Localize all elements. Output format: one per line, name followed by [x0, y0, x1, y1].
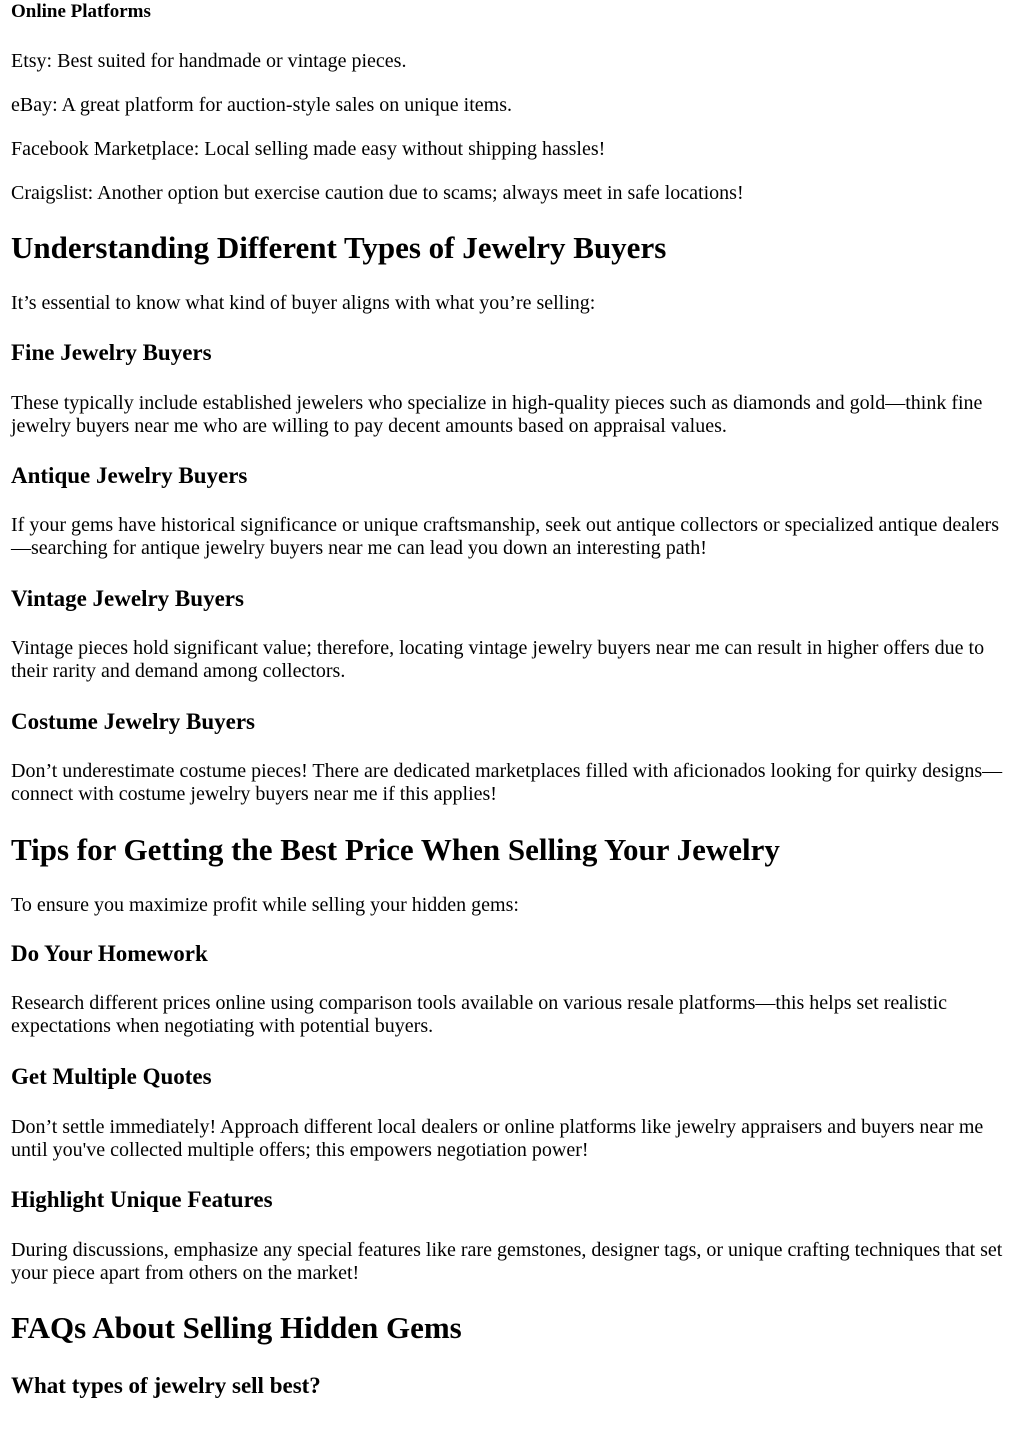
- faq-section-heading: FAQs About Selling Hidden Gems: [11, 1310, 462, 1345]
- highlight-unique-features-text: During discussions, emphasize any special features like rare gemstones, designer tags, or unique crafting techniques that set your piece apart from others on the market!: [11, 1239, 1003, 1284]
- faq-question-heading: What types of jewelry sell best?: [11, 1373, 321, 1398]
- get-multiple-quotes-text: Don’t settle immediately! Approach different local dealers or online platforms like jewelry appraisers and buyers near me until you've collected multiple offers; this empowers negotiation power!: [11, 1116, 984, 1161]
- highlight-unique-features-heading: Highlight Unique Features: [11, 1187, 273, 1212]
- vintage-jewelry-buyers-heading: Vintage Jewelry Buyers: [11, 586, 244, 611]
- platform-item-craigslist: Craigslist: Another option but exercise caution due to scams; always meet in safe locations!: [11, 182, 744, 204]
- do-your-homework-heading: Do Your Homework: [11, 941, 208, 966]
- buyers-section-heading: Understanding Different Types of Jewelry Buyers: [11, 230, 667, 265]
- get-multiple-quotes-heading: Get Multiple Quotes: [11, 1064, 212, 1089]
- do-your-homework-text: Research different prices online using comparison tools available on various resale platforms—this helps set realistic expectations when negotiating with potential buyers.: [11, 992, 948, 1037]
- vintage-jewelry-buyers-text: Vintage pieces hold significant value; therefore, locating vintage jewelry buyers near me can result in higher offers due to their rarity and demand among collectors.: [11, 637, 985, 682]
- fine-jewelry-buyers-heading: Fine Jewelry Buyers: [11, 340, 212, 365]
- online-platforms-heading: Online Platforms: [11, 1, 151, 22]
- antique-jewelry-buyers-heading: Antique Jewelry Buyers: [11, 463, 248, 488]
- buyers-section-intro: It’s essential to know what kind of buyer aligns with what you’re selling:: [11, 292, 596, 314]
- platform-item-ebay: eBay: A great platform for auction-style sales on unique items.: [11, 94, 512, 116]
- fine-jewelry-buyers-text: These typically include established jewelers who specialize in high-quality pieces such as diamonds and gold—think fine jewelry buyers near me who are willing to pay decent amounts based on appraisal values.: [11, 392, 983, 437]
- antique-jewelry-buyers-text: If your gems have historical significance or unique craftsmanship, seek out antique collectors or specialized antique dealers—searching for antique jewelry buyers near me can lead you down an interesting path!: [11, 514, 999, 559]
- tips-section-heading: Tips for Getting the Best Price When Selling Your Jewelry: [11, 832, 780, 867]
- platform-item-facebook-marketplace: Facebook Marketplace: Local selling made easy without shipping hassles!: [11, 138, 606, 160]
- costume-jewelry-buyers-text: Don’t underestimate costume pieces! There are dedicated marketplaces filled with aficionados looking for quirky designs—connect with costume jewelry buyers near me if this applies!: [11, 760, 1003, 805]
- tips-section-intro: To ensure you maximize profit while selling your hidden gems:: [11, 894, 519, 916]
- platform-item-etsy: Etsy: Best suited for handmade or vintage pieces.: [11, 50, 407, 72]
- costume-jewelry-buyers-heading: Costume Jewelry Buyers: [11, 709, 256, 734]
